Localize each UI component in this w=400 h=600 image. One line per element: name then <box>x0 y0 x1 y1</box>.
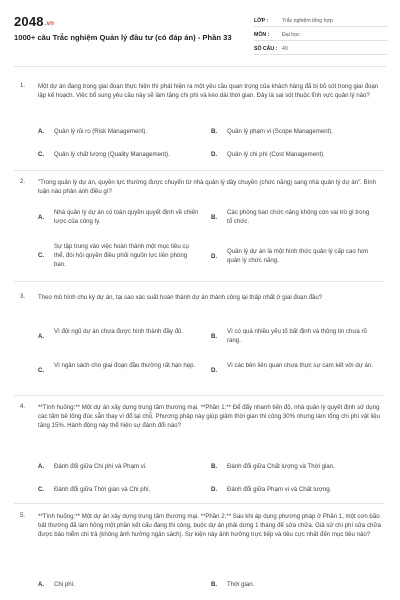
question-divider <box>14 281 384 282</box>
option-letter: C. <box>38 151 45 158</box>
option-text: Thời gian. <box>227 581 255 588</box>
question-4 <box>14 403 384 503</box>
document-meta <box>254 13 388 55</box>
meta-row-count <box>254 41 388 55</box>
option-text: Nhà quản lý dự án có toàn quyền quyết định về chiến lược của công ty. <box>54 209 199 226</box>
meta-value: Trắc nghiệm tổng hợp <box>282 18 333 24</box>
question-divider <box>14 503 384 504</box>
option-text: Quản lý chất lượng (Quality Management). <box>54 151 170 158</box>
meta-row-subject <box>254 27 388 41</box>
option-text: Vì ngân sách cho giai đoạn đầu thường rất hạn hẹp. <box>54 362 196 369</box>
option-text: Chi phí. <box>54 581 76 588</box>
option-letter: A. <box>38 214 45 221</box>
option-letter: C. <box>38 486 45 493</box>
meta-key: LỚP : <box>254 18 269 24</box>
question-number: 2. <box>20 178 26 185</box>
option-letter: B. <box>211 333 218 340</box>
option-text: Vì đội ngũ dự án chưa được hình thành đầy đủ. <box>54 328 184 335</box>
question-text: **Tình huống:** Một dự án xây dựng trung tâm thương mại. **Phần 1:** Để đẩy nhanh tiến độ, nhà quản lý quyết định sử dụng các tấm bê tông đúc sẵn thay vì đổ tại chỗ. Phương pháp này giúp giảm thời gian thi công 30% nhưng làm tổng chi phí vật liệu tăng 15%. Hành động này thể hiện sự đánh đổi nào? <box>38 404 381 430</box>
question-divider <box>14 395 384 396</box>
meta-value: Đại học <box>282 32 300 38</box>
option-letter: B. <box>211 581 218 588</box>
meta-key: MÔN : <box>254 32 270 38</box>
meta-value: 40 <box>282 46 288 52</box>
question-text: Một dự án đang trong giai đoạn thực hiện thì phát hiện ra một yêu cầu quan trọng của khách hàng đã bị bỏ sót trong giai đoạn lập kế hoạch. Việc bổ sung yêu cầu này sẽ làm tăng chi phí và kéo dài thời gian. Đây là sai sót thuộc lĩnh vực quản lý nào? <box>38 83 379 100</box>
logo-suffix: .vn <box>44 21 55 27</box>
logo-text: 2048 <box>14 14 44 29</box>
option-letter: D. <box>211 151 218 158</box>
option-letter: B. <box>211 128 218 135</box>
document-title: 1000+ câu Trắc nghiệm Quản lý đầu tư (có đáp án) - Phần 33 <box>14 33 232 42</box>
question-text: "Trong quản lý dự án, quyền lực thường được chuyển từ nhà quản lý dây chuyền (chức năng) sang nhà quản lý dự án". Bình luận nào phản ánh điều gì? <box>38 179 377 196</box>
question-divider <box>14 170 384 171</box>
option-text: Đánh đổi giữa Chất lượng và Thời gian. <box>227 463 335 470</box>
option-letter: B. <box>211 463 218 470</box>
question-number: 3. <box>20 293 26 300</box>
option-letter: A. <box>38 581 45 588</box>
option-letter: D. <box>211 253 218 260</box>
option-letter: C. <box>38 367 45 374</box>
question-text: Theo mô hình chu kỳ dự án, tại sao xác suất hoàn thành dự án thành công lại thấp nhất ở giai đoạn đầu? <box>38 294 323 301</box>
option-letter: B. <box>211 214 218 221</box>
option-text: Đánh đổi giữa Thời gian và Chi phí. <box>54 486 151 493</box>
question-2 <box>14 178 384 280</box>
question-number: 4. <box>20 403 26 410</box>
option-text: Quản lý rủi ro (Risk Management). <box>54 128 148 135</box>
option-text: Đánh đổi giữa Chi phí và Phạm vi. <box>54 463 147 470</box>
option-text: Sự tập trung vào việc hoàn thành một mục tiêu cụ thể, đòi hỏi quyền điều phối nguồn lực liên phòng ban. <box>54 243 189 269</box>
option-letter: A. <box>38 128 45 135</box>
option-letter: A. <box>38 463 45 470</box>
question-5 <box>14 512 384 598</box>
meta-row-class <box>254 13 388 27</box>
question-3 <box>14 293 384 385</box>
header-divider <box>14 66 386 67</box>
option-text: Quản lý phạm vi (Scope Management). <box>227 128 334 135</box>
option-letter: A. <box>38 333 45 340</box>
option-text: Đánh đổi giữa Phạm vi và Chất lượng. <box>227 486 332 493</box>
option-text: Vì có quá nhiều yếu tố bất định và thông tin chưa rõ ràng. <box>227 328 367 345</box>
option-letter: C. <box>38 252 45 259</box>
option-text: Vì các bên liên quan chưa thực sự cam kết với dự án. <box>227 362 373 369</box>
option-text: Quản lý dự án là một hình thức quản lý cấp cao hơn quản lý chức năng. <box>227 248 369 265</box>
option-text: Các phòng ban chức năng không còn vai trò gì trong tổ chức. <box>227 209 370 226</box>
question-text: **Tình huống:** Một dự án xây dựng trung tâm thương mại. **Phần 2:** Sau khi áp dụng phương pháp ở Phần 1, một cơn bão bất thường đã làm hỏng một phần kết cấu đang thi công, buộc dự án phải dừng 1 tháng để sửa chữa. Giả sử chi phí sửa chữa được bảo hiểm chi trả (không ảnh hưởng ngân sách). Sự kiện này ảnh hưởng trực tiếp và tiêu cực nhất đến mục tiêu nào? <box>38 513 381 539</box>
question-number: 1. <box>20 82 26 89</box>
question-number: 5. <box>20 512 26 519</box>
option-letter: D. <box>211 367 218 374</box>
option-text: Quản lý chi phí (Cost Management). <box>227 151 325 158</box>
question-1 <box>14 82 384 174</box>
meta-key: SỐ CÂU : <box>254 46 278 52</box>
option-letter: D. <box>211 486 218 493</box>
site-logo[interactable] <box>14 14 54 29</box>
